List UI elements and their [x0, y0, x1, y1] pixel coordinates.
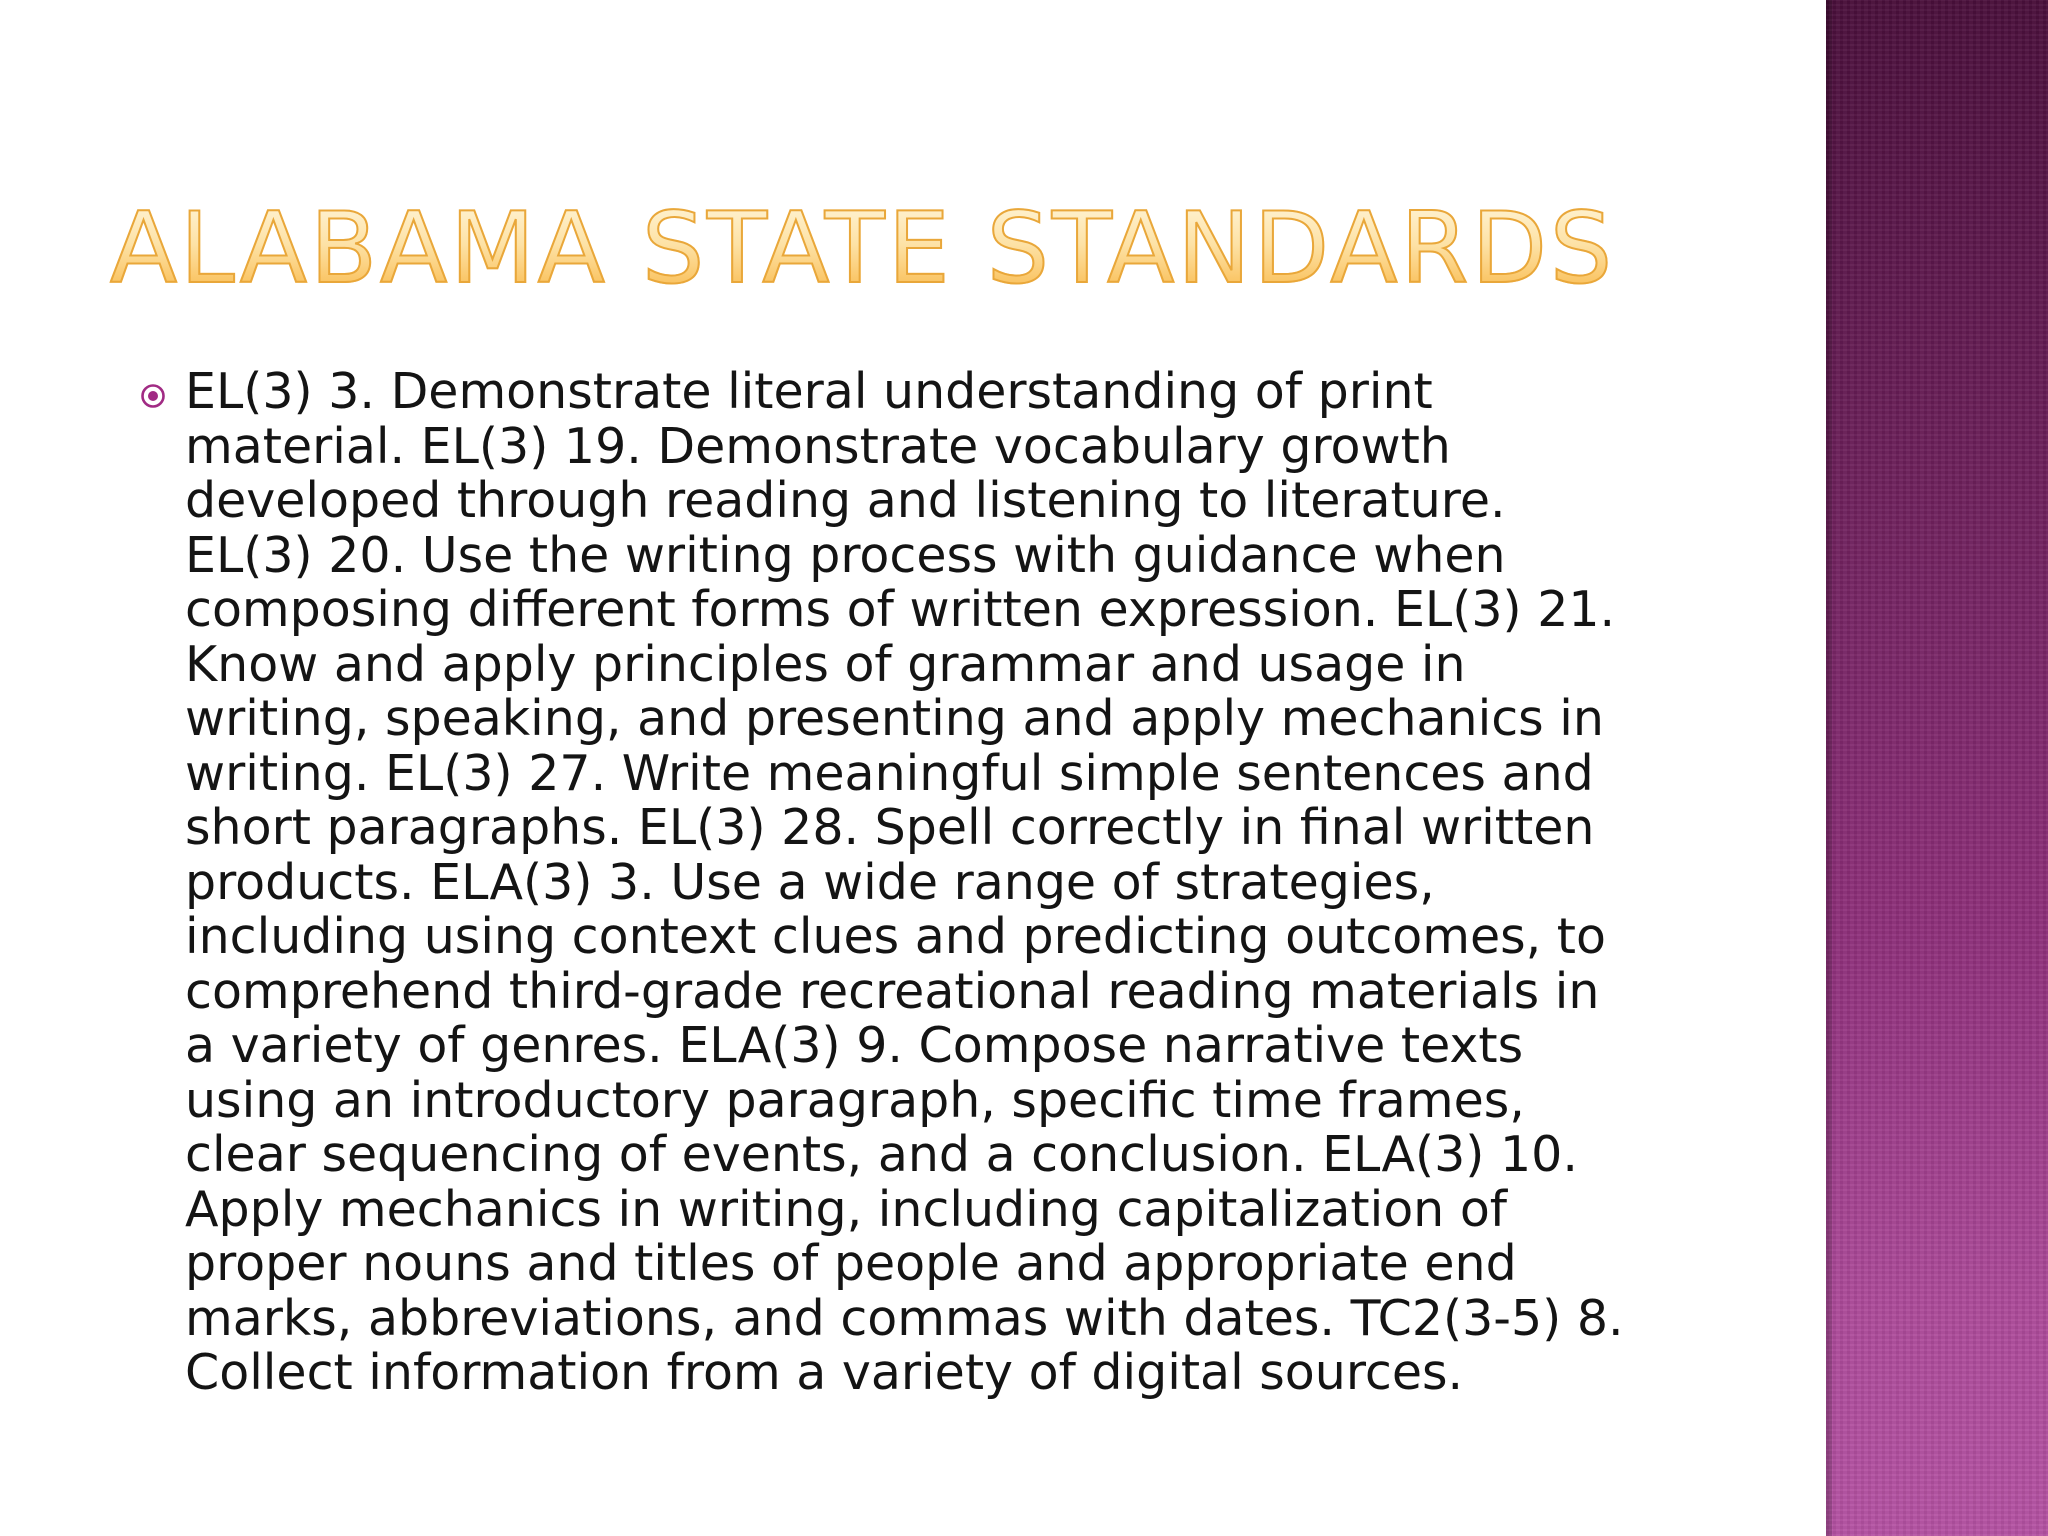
slide-title: ALABAMA STATE STANDARDS [110, 192, 1616, 306]
circled-dot-bullet-icon [140, 383, 166, 409]
decorative-side-band [1826, 0, 2048, 1536]
standards-bullet-text: EL(3) 3. Demonstrate literal understanding of print material. EL(3) 19. Demonstrate vocabulary growth developed through reading and listening to literature. EL(3) 20. Use the writing process with guidance when composing different forms of written expression. EL(3) 21. Know and apply principles of grammar and usage in writing, speaking, and presenting and apply mechanics in writing. EL(3) 27. Write meaningful simple sentences and short paragraphs. EL(3) 28. Spell correctly in final written products. ELA(3) 3. Use a wide range of strategies, including using context clues and predicting outcomes, to comprehend third-grade recreational reading materials in a variety of genres. ELA(3) 9. Compose narrative texts using an introductory paragraph, specific time frames, clear sequencing of events, and a conclusion. ELA(3) 10. Apply mechanics in writing, including capitalization of proper nouns and titles of people and appropriate end marks, abbreviations, and commas with dates. TC2(3-5) 8. Collect information from a variety of digital sources. [185, 363, 1624, 1401]
